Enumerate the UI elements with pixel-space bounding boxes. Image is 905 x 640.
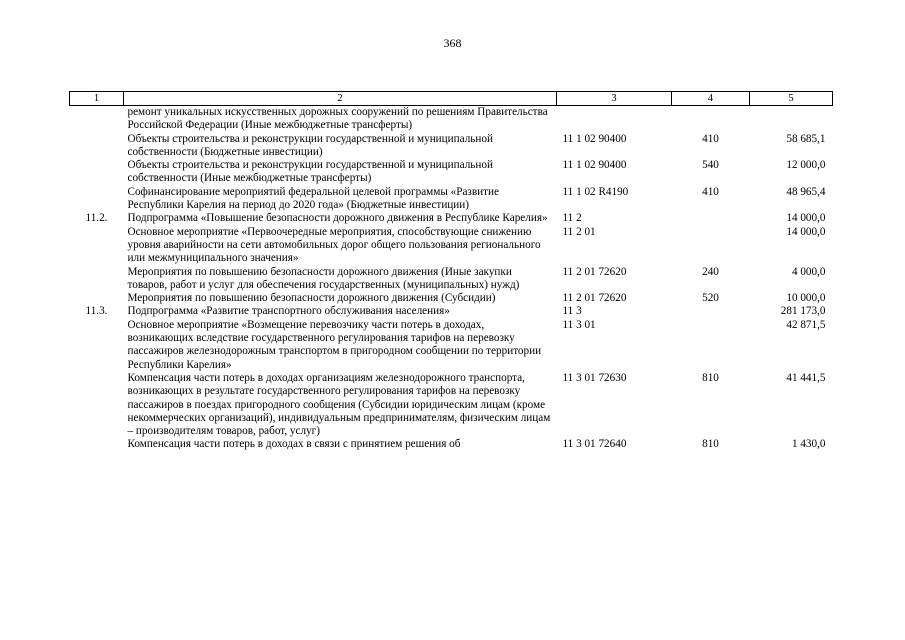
row-number [70, 133, 124, 160]
row-sum: 42 871,5 [786, 318, 826, 331]
row-expense-type [672, 319, 750, 372]
row-code: 11 3 01 72630 [562, 371, 627, 384]
row-number [70, 159, 124, 186]
row-expense-type: 810 [702, 371, 719, 384]
row-number [70, 186, 124, 213]
row-sum: 281 173,0 [780, 305, 826, 318]
header-col-4: 4 [672, 92, 750, 106]
table-row [70, 372, 833, 438]
row-code: 11 3 01 72640 [562, 438, 627, 451]
row-number [70, 226, 124, 266]
row-code: 11 1 02 90400 [562, 132, 627, 145]
row-number [70, 372, 124, 438]
row-code: 11 2 01 72620 [562, 265, 627, 278]
table-row [70, 106, 833, 133]
row-code: 11 1 02 R4190 [562, 185, 629, 198]
budget-table [69, 91, 833, 452]
row-code: 11 2 01 [562, 225, 596, 238]
row-number [70, 438, 124, 451]
table-row [70, 438, 833, 451]
row-name: Софинансирование мероприятий федеральной целевой программы «Развитие Республики Карелия на период до 2020 года» (Бюджетные инвестиции) [127, 185, 499, 212]
page-number: 368 [443, 36, 462, 50]
row-sum: 1 430,0 [791, 438, 826, 451]
row-sum: 14 000,0 [786, 212, 826, 225]
row-code: 11 2 01 72620 [562, 292, 627, 305]
row-number [70, 266, 124, 293]
row-expense-type: 410 [702, 132, 719, 145]
row-code: 11 3 [562, 305, 582, 318]
row-code: 11 1 02 90400 [562, 159, 627, 172]
table-row [70, 305, 833, 318]
row-expense-type: 520 [702, 292, 719, 305]
row-name: Объекты строительства и реконструкции государственной и муниципальной собственности (Бюджетные инвестиции) [127, 132, 493, 158]
row-sum: 41 441,5 [786, 371, 826, 384]
row-name: Основное мероприятие «Возмещение перевозчику части потерь в доходах, возникающих вследствие государственного регулирования тарифов на перевозку пассажиров железнодорожным транспортом в пригородном сообщении по территории Республики Карелия» [127, 318, 542, 371]
row-sum [750, 106, 833, 133]
row-name: Компенсация части потерь в доходах в связи с принятием решения об [127, 438, 461, 451]
row-expense-type: 810 [702, 438, 719, 451]
header-col-5: 5 [750, 92, 833, 106]
row-name: Мероприятия по повышению безопасности дорожного движения (Иные закупки товаров, работ и услуг для обеспечения государственных (муниципальных) нужд) [127, 265, 520, 291]
table-row [70, 133, 833, 160]
table-row [70, 186, 833, 213]
row-number [70, 292, 124, 305]
row-sum: 48 965,4 [786, 185, 826, 198]
table-row [70, 319, 833, 372]
row-expense-type: 410 [702, 185, 719, 198]
row-sum: 58 685,1 [786, 132, 826, 145]
row-expense-type [672, 106, 750, 133]
row-name: Компенсация части потерь в доходах организациям железнодорожного транспорта, возникающих в результате государственного регулирования тарифов на перевозку пассажиров в поездах пригородного сообщения (Субсидии юридическим лицам (кроме некоммерческих организаций), индивидуальным предпринимателям, физическим лицам – производителям товаров, работ, услуг) [127, 371, 551, 438]
header-col-3: 3 [557, 92, 672, 106]
table-row [70, 226, 833, 266]
row-name: Объекты строительства и реконструкции государственной и муниципальной собственности (Иные межбюджетные трансферты) [127, 159, 493, 185]
row-name: Подпрограмма «Повышение безопасности дорожного движения в Республике Карелия» [127, 212, 548, 225]
row-sum: 12 000,0 [786, 159, 826, 172]
row-code: 11 3 01 [562, 318, 596, 331]
row-expense-type: 540 [702, 159, 719, 172]
row-name: Подпрограмма «Развитие транспортного обслуживания населения» [127, 305, 450, 318]
row-name: ремонт уникальных искусственных дорожных сооружений по решениям Правительства Российской Федерации (Иные межбюджетные трансферты) [127, 106, 548, 132]
row-number: 11.2. [85, 212, 108, 225]
row-number: 11.3. [85, 305, 108, 318]
table-row [70, 292, 833, 305]
row-expense-type [672, 226, 750, 266]
header-col-1: 1 [70, 92, 124, 106]
row-code [557, 106, 672, 133]
header-col-2: 2 [124, 92, 557, 106]
row-number [70, 106, 124, 133]
row-expense-type: 240 [702, 265, 719, 278]
row-expense-type [672, 212, 750, 225]
row-name: Основное мероприятие «Первоочередные мероприятия, способствующие снижению уровня аварийности на сети автомобильных дорог общего пользования регионального или межмуниципального значения» [127, 225, 541, 265]
row-number [70, 319, 124, 372]
row-name: Мероприятия по повышению безопасности дорожного движения (Субсидии) [127, 292, 496, 305]
row-sum: 14 000,0 [786, 225, 826, 238]
row-sum: 10 000,0 [786, 292, 826, 305]
table-row [70, 212, 833, 225]
table-row [70, 266, 833, 293]
table-row [70, 159, 833, 186]
row-sum: 4 000,0 [791, 265, 826, 278]
row-expense-type [672, 305, 750, 318]
header-row [70, 92, 833, 106]
row-code: 11 2 [562, 212, 582, 225]
